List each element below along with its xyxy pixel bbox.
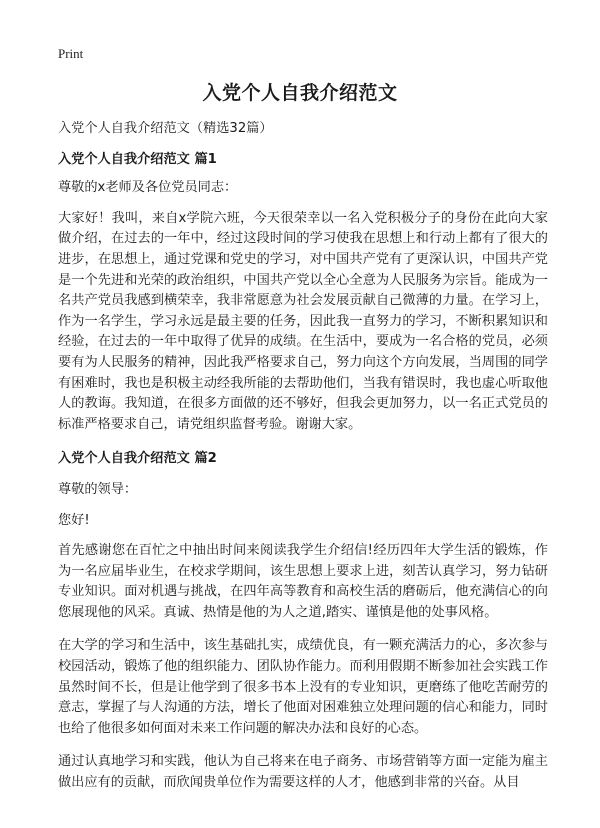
document-body bbox=[58, 119, 548, 807]
paragraph: 通过认真地学习和实践，他认为自己将来在电子商务、市场营销等方面一定能为雇主做出应有的贡献，而欣闻贵单位作为需要这样的人才，他感到非常的兴奋。从目 bbox=[58, 754, 548, 791]
salutation: 尊敬的领导： bbox=[58, 481, 138, 497]
greeting: 您好! bbox=[58, 512, 90, 528]
print-link[interactable]: Print bbox=[58, 46, 84, 61]
page-title: 入党个人自我介绍范文 bbox=[202, 82, 398, 104]
section-heading: 入党个人自我介绍范文 篇2 bbox=[58, 451, 217, 467]
paragraph: 大家好！我叫，来自x学院六班，今天很荣幸以一名入党积极分子的身份在此向大家做介绍，在过去的一年中，经过这段时间的学习使我在思想上和行动上都有了很大的进步，在思想上，通过党课和党史的学习，对中国共产党有了更深认识，中国共产党是一个先进和光荣的政治组织，中国共产党以全心全意为人民服务为宗旨。能成为一名共产党员我感到横荣幸，我非常愿意为社会发展贡献自己微薄的力量。在学习上，作为一名学生，学习永远是最主要的任务，因此我一直努力的学习，不断积累知识和经验，在过去的一年中取得了优异的成绩。在生活中，要成为一名合格的党员，必须要有为人民服务的精神，因此我严格要求自己，努力向这个方向发展，当周围的同学有困难时，我也是积极主动经我所能的去帮助他们，当我有错误时，我也虚心听取他人的教诲。我知道，在很多方面做的还不够好，但我会更加努力，以一名正式党员的标准严格要求自己，请党组织监督考验。谢谢大家。 bbox=[58, 210, 548, 432]
section-heading: 入党个人自我介绍范文 篇1 bbox=[58, 151, 217, 167]
paragraph: 首先感谢您在百忙之中抽出时间来阅读我学生介绍信!经历四年大学生活的锻炼，作为一名应届毕业生，在校求学期间，该生思想上要求上进，刻苦认真学习，努力钻研专业知识。面对机遇与挑战，在四年高等教育和高校生活的磨砺后，他充满信心的向您展现他的风采。真诚、热情是他的为人之道,踏实、谨慎是他的处事风格。 bbox=[58, 543, 548, 620]
salutation: 尊敬的x老师及各位党员同志： bbox=[58, 180, 238, 196]
paragraph: 在大学的学习和生活中，该生基础扎实，成绩优良，有一颗充满活力的心，多次参与校园活动，锻炼了他的组织能力、团队协作能力。而利用假期不断参加社会实践工作虽然时间不长，但是让他学到了很多书本上没有的专业知识，更磨练了他吃苦耐劳的意志，掌握了与人沟通的方法，增长了他面对困难独立处理问题的信心和能力，同时也给了他很多如何面对未来工作问题的解决办法和良好的心态。 bbox=[58, 638, 548, 736]
document-subtitle: 入党个人自我介绍范文（精选32篇） bbox=[58, 121, 273, 136]
